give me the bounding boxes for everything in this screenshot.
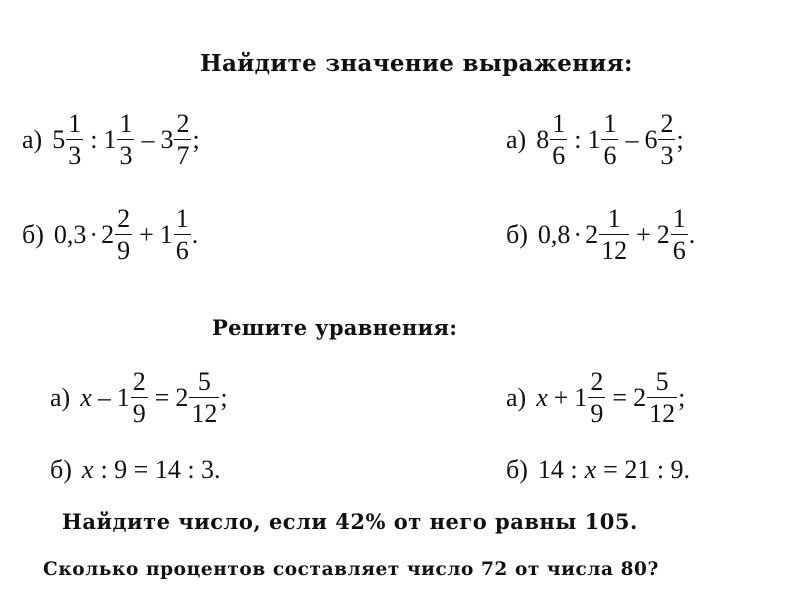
numerator: 1 [607, 204, 621, 233]
numerator: 2 [590, 367, 604, 396]
denominator: 7 [176, 141, 190, 171]
expression-left-a [22, 110, 200, 170]
operator: – [141, 124, 155, 154]
fraction [671, 205, 688, 265]
denominator: 12 [601, 236, 628, 266]
expression-right-b [506, 205, 695, 265]
fraction-bar [115, 234, 132, 235]
punctuation: . [688, 219, 696, 249]
numerator: 1 [552, 109, 566, 138]
fraction-bar [66, 139, 83, 140]
numerator: 1 [175, 204, 189, 233]
fraction-bar [174, 234, 191, 235]
task-find-number: Найдите число, если 42% от него равны 105. [62, 509, 638, 534]
equation-rest: = 21 : 9. [603, 455, 691, 484]
whole-part: 1 [574, 382, 588, 412]
fraction [601, 110, 618, 170]
operator: : [90, 124, 98, 154]
item-label: б) [22, 219, 44, 249]
operator: – [97, 382, 111, 412]
operator: · [89, 219, 99, 249]
expression-left-b [22, 205, 198, 265]
equation-right-a [506, 368, 685, 428]
numerator: 1 [68, 109, 82, 138]
numerator: 2 [132, 367, 146, 396]
equation-left-a [50, 368, 228, 428]
fraction [599, 205, 629, 265]
numerator: 1 [672, 204, 686, 233]
whole-part: 2 [656, 219, 670, 249]
fraction-bar [671, 234, 688, 235]
fraction [189, 368, 219, 428]
whole-part: 5 [52, 124, 66, 154]
whole-part: 2 [175, 382, 189, 412]
fraction [647, 368, 677, 428]
item-label: а) [506, 382, 527, 412]
fraction-bar [599, 234, 629, 235]
fraction-bar [117, 139, 134, 140]
item-label: б) [506, 455, 528, 484]
task-percentage: Сколько процентов составляет число 72 от числа 80? [43, 559, 659, 580]
fraction [115, 205, 132, 265]
punctuation: ; [220, 382, 228, 412]
fraction-bar [647, 397, 677, 398]
item-label: б) [506, 219, 528, 249]
fraction-bar [174, 139, 191, 140]
punctuation: ; [192, 124, 200, 154]
numerator: 5 [197, 367, 211, 396]
whole-part: 1 [159, 219, 173, 249]
denominator: 3 [68, 141, 82, 171]
denominator: 3 [119, 141, 133, 171]
whole-part: 3 [160, 124, 174, 154]
equation-left-b [50, 455, 221, 485]
variable: x [536, 382, 548, 412]
punctuation: ; [676, 124, 684, 154]
expression-right-a [506, 110, 684, 170]
denominator: 9 [117, 236, 131, 266]
punctuation: ; [678, 382, 686, 412]
fraction-bar [588, 397, 605, 398]
item-label: а) [50, 382, 71, 412]
numerator: 2 [176, 109, 190, 138]
equation-right-b [506, 455, 690, 485]
item-label: б) [50, 455, 72, 484]
whole-part: 1 [116, 382, 130, 412]
decimal-number: 0,8 [537, 219, 571, 249]
whole-part: 2 [633, 382, 647, 412]
fraction [117, 110, 134, 170]
operator: – [625, 124, 639, 154]
equation-rest: : 9 = 14 : 3. [100, 455, 221, 484]
fraction [174, 110, 191, 170]
numerator: 1 [603, 109, 617, 138]
whole-part: 8 [536, 124, 550, 154]
operator: + [636, 219, 651, 249]
fraction-bar [131, 397, 148, 398]
denominator: 9 [132, 399, 146, 429]
denominator: 3 [660, 141, 674, 171]
whole-part: 6 [644, 124, 658, 154]
heading-find-value: Найдите значение выражения: [200, 50, 633, 77]
equals-sign: = [154, 382, 170, 412]
fraction-bar [658, 139, 675, 140]
punctuation: . [191, 219, 199, 249]
equals-sign: = [612, 382, 628, 412]
decimal-number: 0,3 [53, 219, 87, 249]
equation-prefix: 14 : [537, 455, 578, 484]
variable: x [584, 455, 597, 484]
denominator: 9 [590, 399, 604, 429]
heading-solve-equations: Решите уравнения: [212, 315, 458, 340]
operator: : [574, 124, 582, 154]
numerator: 5 [655, 367, 669, 396]
fraction [131, 368, 148, 428]
fraction-bar [550, 139, 567, 140]
fraction [588, 368, 605, 428]
operator: · [573, 219, 583, 249]
denominator: 12 [649, 399, 676, 429]
fraction-bar [189, 397, 219, 398]
whole-part: 2 [101, 219, 115, 249]
fraction [174, 205, 191, 265]
whole-part: 1 [103, 124, 117, 154]
numerator: 1 [119, 109, 133, 138]
operator: + [139, 219, 154, 249]
variable: x [80, 382, 92, 412]
item-label: а) [22, 124, 43, 154]
numerator: 2 [660, 109, 674, 138]
numerator: 2 [117, 204, 131, 233]
denominator: 6 [175, 236, 189, 266]
operator: + [553, 382, 569, 412]
item-label: а) [506, 124, 527, 154]
whole-part: 2 [585, 219, 599, 249]
fraction [550, 110, 567, 170]
denominator: 6 [672, 236, 686, 266]
denominator: 6 [552, 141, 566, 171]
fraction [658, 110, 675, 170]
denominator: 12 [191, 399, 218, 429]
fraction-bar [601, 139, 618, 140]
whole-part: 1 [587, 124, 601, 154]
denominator: 6 [603, 141, 617, 171]
variable: x [81, 455, 94, 484]
fraction [66, 110, 83, 170]
